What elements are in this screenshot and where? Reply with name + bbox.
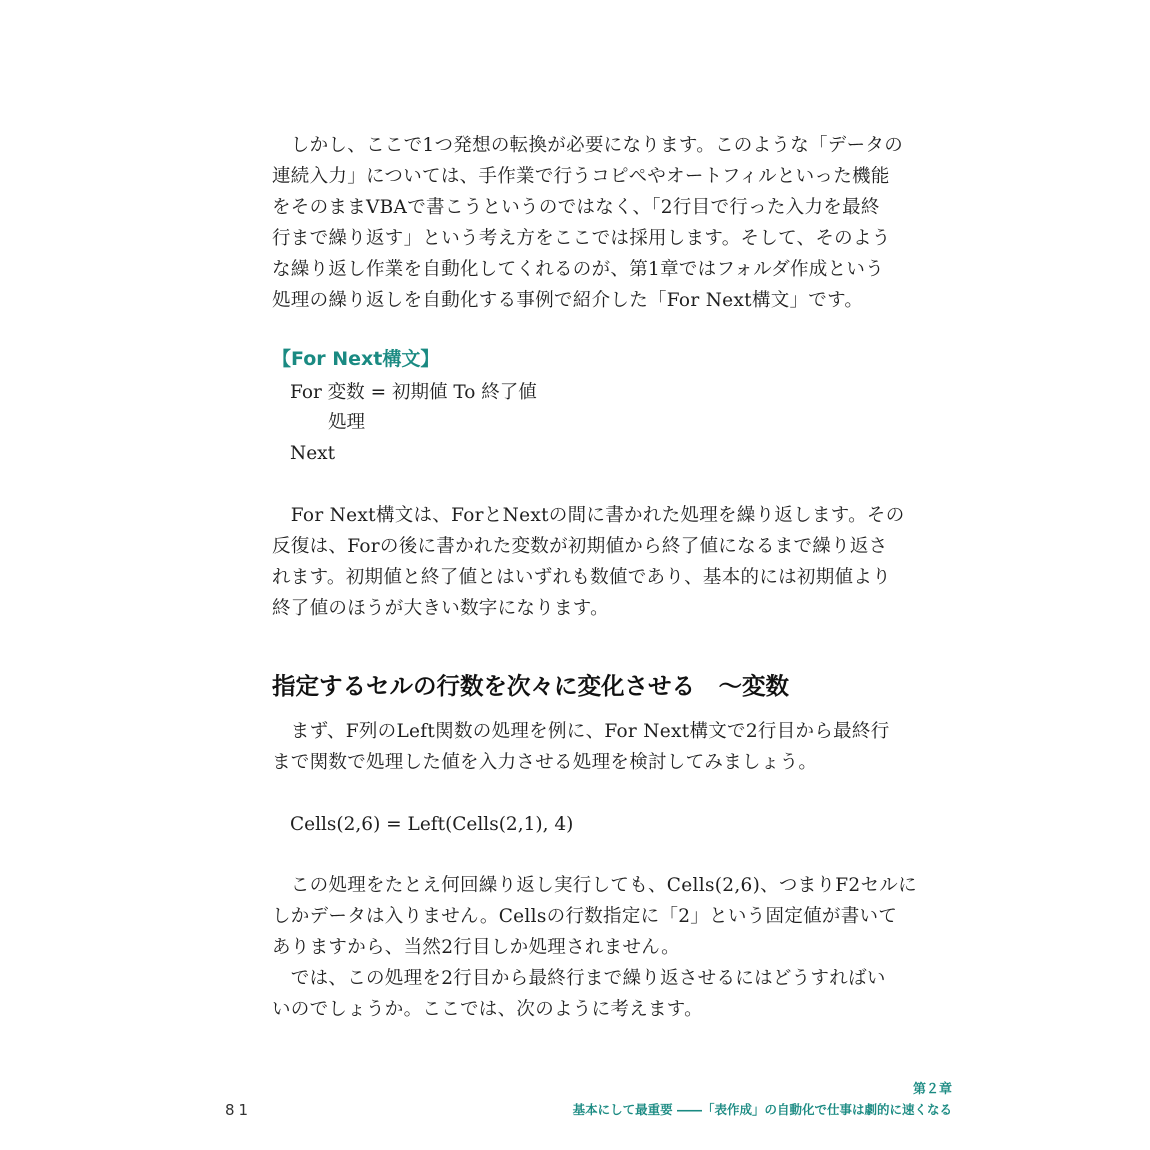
text-line: をそのままVBAで書こうというのではなく、「2行目で行った入力を最終 bbox=[272, 197, 880, 218]
syntax-code-line: For 変数 = 初期値 To 終了値 bbox=[290, 382, 537, 403]
text-line: では、この処理を2行目から最終行まで繰り返させるにはどうすればい bbox=[272, 968, 886, 989]
code-example: Cells(2,6) = Left(Cells(2,1), 4) bbox=[290, 814, 574, 835]
chapter-label: 第２章 bbox=[912, 1082, 952, 1097]
text-line: 行まで繰り返す」という考え方をここでは採用します。そして、そのよう bbox=[272, 228, 891, 249]
text-line: この処理をたとえ何回繰り返し実行しても、Cells(2,6)、つまりF2セルに bbox=[272, 875, 917, 896]
text-line: まで関数で処理した値を入力させる処理を検討してみましょう。 bbox=[272, 752, 818, 773]
section-title: 指定するセルの行数を次々に変化させる ～変数 bbox=[272, 672, 789, 700]
text-line: 処理の繰り返しを自動化する事例で紹介した「For Next構文」です。 bbox=[272, 290, 864, 311]
text-line: ありますから、当然2行目しか処理されません。 bbox=[272, 937, 680, 958]
page-number: 81 bbox=[225, 1101, 253, 1119]
chapter-title: 基本にして最重要 ――「表作成」の自動化で仕事は劇的に速くなる bbox=[572, 1102, 952, 1117]
text-line: な繰り返し作業を自動化してくれるのが、第1章ではフォルダ作成という bbox=[272, 259, 885, 280]
text-line: しかデータは入りません。Cellsの行数指定に「2」という固定値が書いて bbox=[272, 906, 898, 927]
text-line: しかし、ここで1つ発想の転換が必要になります。このような「データの bbox=[272, 135, 903, 156]
text-line: 連続入力」については、手作業で行うコピペやオートフィルといった機能 bbox=[272, 166, 890, 187]
syntax-code-line: Next bbox=[290, 443, 336, 464]
body-paragraph-4 bbox=[272, 870, 917, 1025]
text-line: 終了値のほうが大きい数字になります。 bbox=[272, 598, 609, 619]
text-line: れます。初期値と終了値とはいずれも数値であり、基本的には初期値より bbox=[272, 567, 891, 588]
body-paragraph-3 bbox=[272, 716, 890, 778]
syntax-heading: 【For Next構文】 bbox=[272, 348, 440, 370]
text-line: いのでしょうか。ここでは、次のように考えます。 bbox=[272, 999, 703, 1020]
text-line: 反復は、Forの後に書かれた変数が初期値から終了値になるまで繰り返さ bbox=[272, 536, 888, 557]
syntax-code-line: 処理 bbox=[328, 412, 366, 433]
text-line: For Next構文は、ForとNextの間に書かれた処理を繰り返します。その bbox=[272, 505, 905, 526]
text-line: まず、F列のLeft関数の処理を例に、For Next構文で2行目から最終行 bbox=[272, 721, 890, 742]
body-paragraph-2 bbox=[272, 500, 905, 624]
body-paragraph-1 bbox=[272, 130, 903, 316]
